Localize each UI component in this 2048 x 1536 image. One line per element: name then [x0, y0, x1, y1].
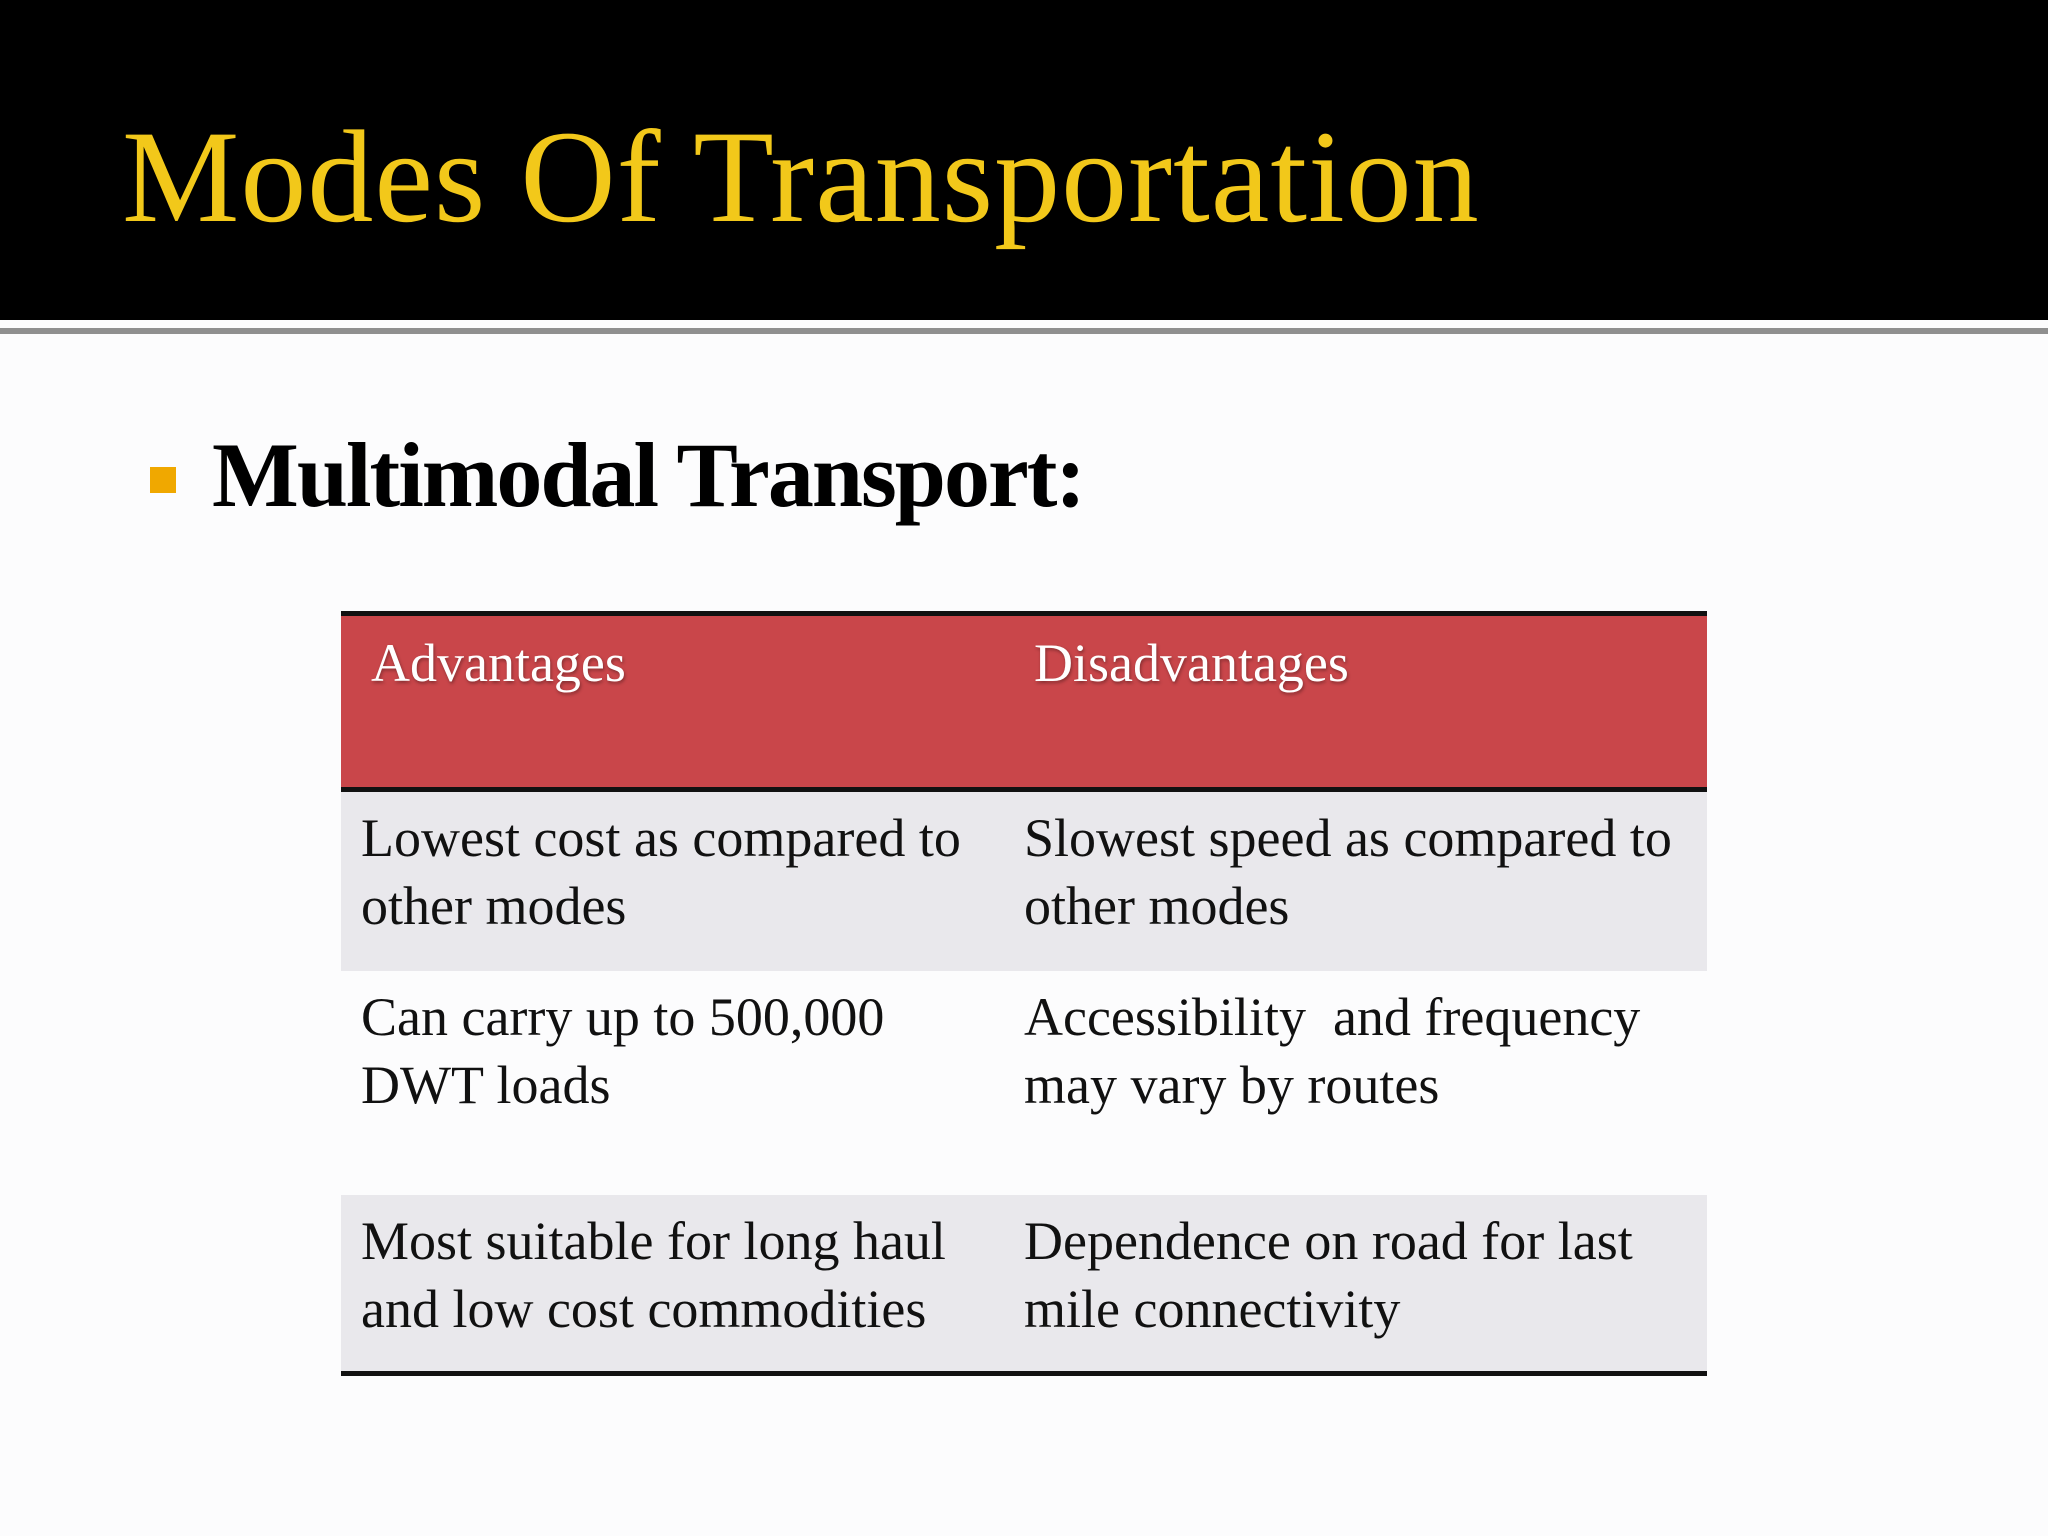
disadvantage-cell: Accessibility and frequency may vary by routes: [997, 971, 1707, 1195]
disadvantage-cell: Dependence on road for last mile connectivity: [997, 1195, 1707, 1374]
table-header-row: [341, 614, 1707, 790]
advantage-cell: Most suitable for long haul and low cost commodities: [341, 1195, 997, 1374]
section-heading: Multimodal Transport:: [212, 424, 1085, 526]
advantage-cell: Lowest cost as compared to other modes: [341, 790, 997, 971]
advantage-cell: Can carry up to 500,000 DWT loads: [341, 971, 997, 1195]
header-disadvantages: Disadvantages: [997, 614, 1707, 790]
bullet-square-icon: [150, 467, 176, 493]
slide-title: Modes Of Transportation: [122, 103, 1480, 250]
table-row: [341, 971, 1707, 1195]
title-bar: [0, 0, 2048, 320]
title-divider: [0, 328, 2048, 334]
table-row: [341, 790, 1707, 971]
disadvantage-cell: Slowest speed as compared to other modes: [997, 790, 1707, 971]
table-row: [341, 1195, 1707, 1374]
header-advantages: Advantages: [341, 614, 997, 790]
advantages-disadvantages-table: [341, 611, 1707, 1376]
